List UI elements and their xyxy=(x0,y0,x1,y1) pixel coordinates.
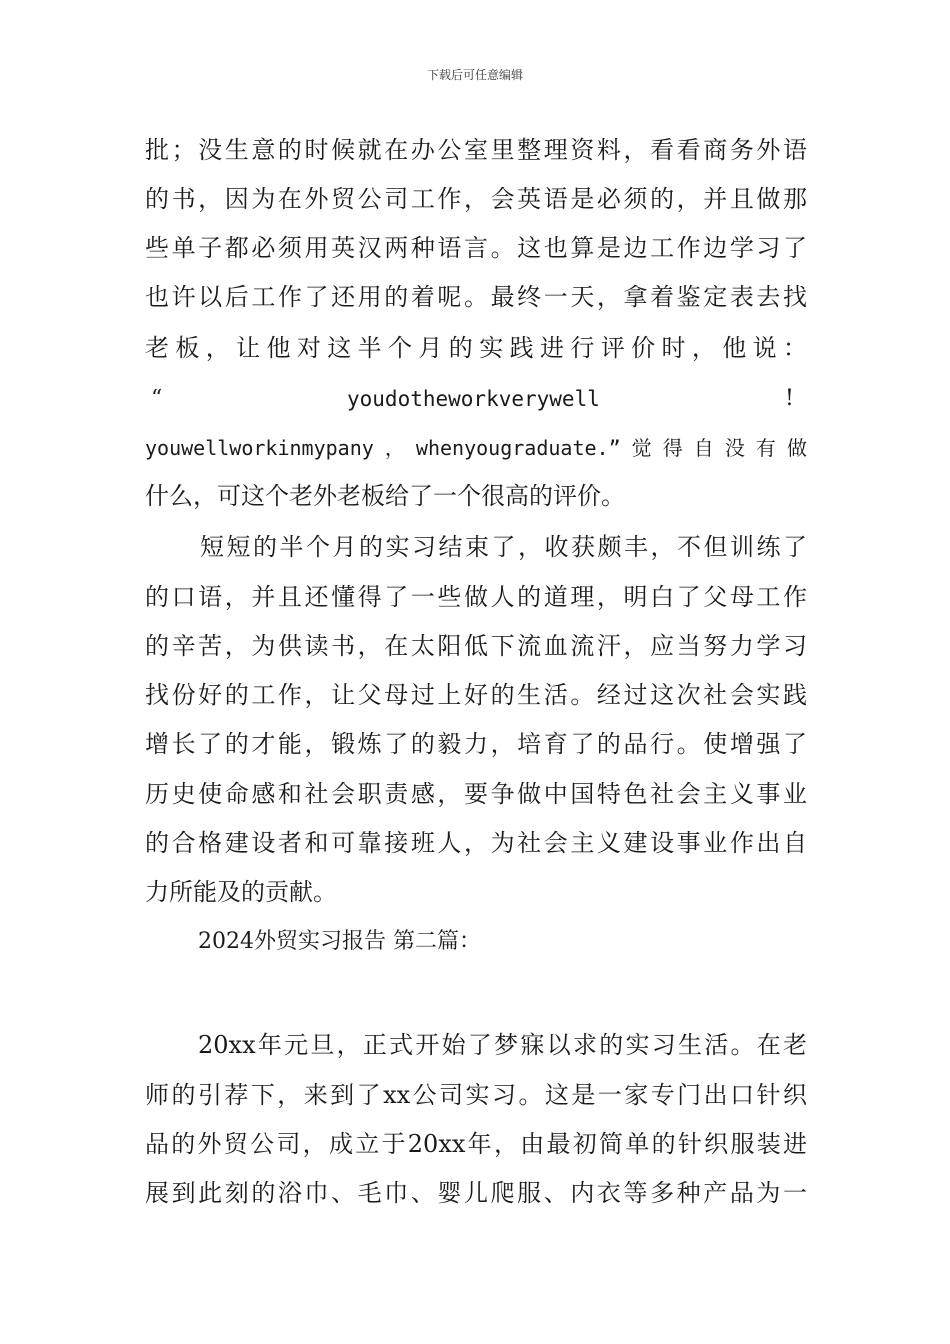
body-line: 师的引荐下，来到了xx公司实习。这是一家专门出口针织 xyxy=(145,1081,807,1109)
paragraph-first-line: 短短的半个月的实习结束了，收获颇丰，不但训练了 xyxy=(200,533,807,561)
body-line: 力所能及的贡献。 xyxy=(145,878,337,906)
body-line: 历史使命感和社会职责感，要争做中国特色社会主义事业 xyxy=(145,780,807,808)
body-line: 老板，让他对这半个月的实践进行评价时，他说： xyxy=(145,334,807,362)
body-line: 品的外贸公司，成立于20xx年，由最初简单的针织服装进 xyxy=(145,1130,807,1158)
body-line: 的书，因为在外贸公司工作，会英语是必须的，并且做那 xyxy=(145,185,807,213)
section-heading: 2024外贸实习报告 第二篇： xyxy=(198,929,481,954)
body-line: 的口语，并且还懂得了一些做人的道理，明白了父母工作 xyxy=(145,583,807,611)
body-line: 增长了的才能，锻炼了的毅力，培育了的品行。使增强了 xyxy=(145,730,807,758)
body-line-mixed: youwellworkinmypany，whenyougraduate.”觉得自没有做 xyxy=(145,436,807,460)
body-line: 什么，可这个老外老板给了一个很高的评价。 xyxy=(145,482,625,510)
open-quote: “ xyxy=(151,386,163,411)
body-line: 些单子都必须用英汉两种语言。这也算是边工作边学习了 xyxy=(145,234,807,262)
paragraph-first-line: 20xx年元旦，正式开始了梦寐以求的实习生活。在老 xyxy=(198,1031,807,1059)
body-line: 找份好的工作，让父母过上好的生活。经过这次社会实践 xyxy=(145,681,807,709)
body-line: 展到此刻的浴巾、毛巾、婴儿爬服、内衣等多种产品为一 xyxy=(145,1179,807,1207)
exclamation: ! xyxy=(785,386,794,411)
body-line: 的辛苦，为供读书，在太阳低下流血流汗，应当努力学习 xyxy=(145,632,807,660)
body-line: 也许以后工作了还用的着呢。最终一天，拿着鉴定表去找 xyxy=(145,283,807,311)
english-quote-text: youdotheworkverywell xyxy=(347,387,600,411)
body-line: 批；没生意的时候就在办公室里整理资料，看看商务外语 xyxy=(145,136,807,164)
quote-line xyxy=(145,384,807,414)
body-line: 的合格建设者和可靠接班人，为社会主义建设事业作出自 xyxy=(145,829,807,857)
page-header: 下载后可任意编辑 xyxy=(426,68,523,82)
